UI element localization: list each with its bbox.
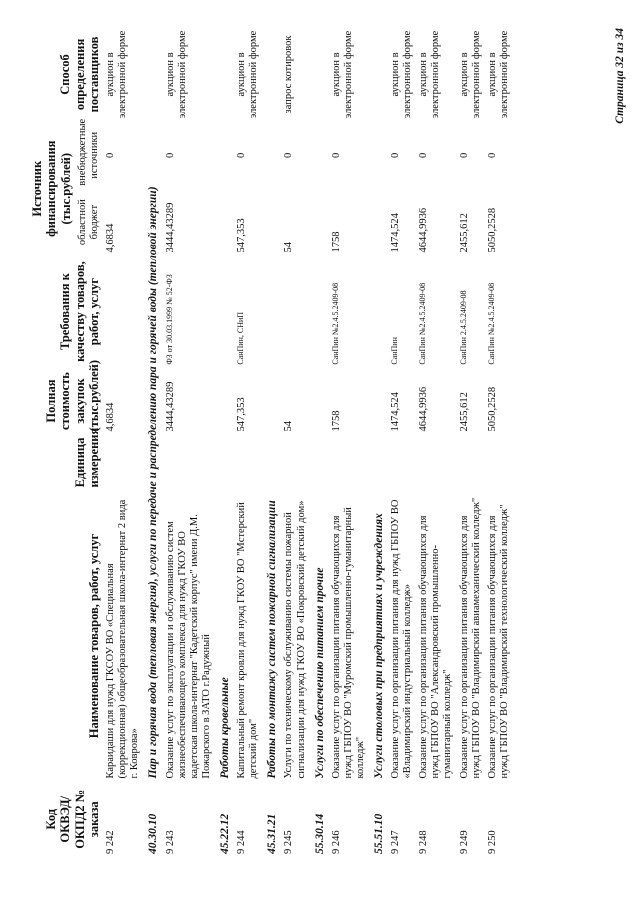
- extrabudget-sources: 0: [330, 152, 342, 158]
- header-name: Наименование товаров, работ, услуг: [86, 533, 101, 739]
- section-code: 45.22.12: [218, 813, 231, 854]
- total-cost: 3444,43289: [164, 381, 176, 432]
- unit-cell: [457, 434, 485, 490]
- unit-cell: [485, 434, 513, 490]
- item-name: Оказание услуг по организации питания обучающихся для нужд ГБПОУ ВО "Александровский промышленно-гуманитарный колледж": [418, 515, 454, 779]
- procurement-method: аукцион в электронной форме: [330, 30, 354, 119]
- total-cost: 547,353: [236, 397, 248, 432]
- item-name: Караидаши для нужд ГКСОУ ВО «Специальная (коррекционная) общеобразовательная школа-интернат 2 вида г. Коврова»: [105, 499, 141, 779]
- procurement-table: [28, 27, 513, 857]
- item-name: Услуги по техническому обслуживанию системы пожарной сигнализации для нужд ГКОУ ВО «Покровский детский дом»: [283, 500, 307, 779]
- section-title: Работы кровельные: [218, 677, 231, 779]
- quality-requirements: СанПин №2.4.5.2409-08: [418, 282, 428, 365]
- regional-budget: 4,6834: [105, 223, 117, 253]
- procurement-method: запрос котировок: [283, 35, 295, 114]
- section-title: Услуги столовых при предприятиях и учреждениях: [373, 513, 385, 779]
- total-cost: 54: [283, 420, 295, 432]
- total-cost: 5050,2528: [486, 386, 498, 432]
- regional-budget: 547,353: [236, 218, 248, 253]
- order-number: 9 248: [418, 830, 430, 854]
- unit-cell: [163, 434, 215, 490]
- order-number: 9 244: [236, 830, 248, 854]
- extrabudget-sources: 0: [486, 152, 498, 158]
- total-cost: 4644,9936: [418, 386, 430, 432]
- section-row: [215, 27, 234, 857]
- section-code: 40.30.10: [147, 813, 160, 854]
- table-row: [329, 27, 369, 857]
- order-number: 9 246: [330, 830, 342, 854]
- regional-budget: 4644,9936: [418, 207, 430, 253]
- header-code: Код ОКВЭД/ ОКПД2 № заказа: [43, 789, 101, 849]
- regional-budget: 1474,524: [390, 213, 402, 253]
- item-name: Оказание услуг по организации питания обучающихся для нужд ГБПОУ ВО "Муромский промышленно-гуманитарный колледж": [330, 507, 366, 779]
- header-requirements: Требования к качеству товаров, работ, услуг: [58, 261, 101, 362]
- procurement-method: аукцион в электронной форме: [236, 30, 260, 119]
- extrabudget-sources: 0: [164, 152, 176, 158]
- table-row: [457, 27, 485, 857]
- quality-requirements: СанПин №2.4.5.2409-08: [330, 282, 340, 365]
- total-cost: 4,6834: [105, 402, 117, 432]
- total-cost: 1474,524: [390, 392, 402, 432]
- section-row: [143, 27, 162, 857]
- procurement-method: аукцион в электронной форме: [105, 30, 129, 119]
- item-name: Капитальный ремонт кровли для нужд ГКОУ ВО "Мстерский детский дом": [236, 502, 260, 779]
- table-row: [163, 27, 215, 857]
- header-extrabudget: внебюджетные источники: [77, 118, 101, 186]
- quality-requirements: СанПин 2.4.5.2409-08: [458, 290, 468, 365]
- order-number: 9 249: [458, 830, 470, 854]
- procurement-method: аукцион в электронной форме: [486, 30, 510, 119]
- header-regional: областной бюджет: [77, 199, 101, 246]
- quality-requirements: СанПин №2.4.5.2409-08: [486, 282, 496, 365]
- procurement-method: аукцион в электронной форме: [418, 30, 442, 119]
- procurement-method: аукцион в электронной форме: [164, 30, 188, 119]
- regional-budget: 5050,2528: [486, 207, 498, 253]
- order-number: 9 247: [390, 830, 402, 854]
- unit-cell: [103, 434, 143, 490]
- unit-cell: [234, 434, 262, 490]
- table-row: [103, 27, 143, 857]
- quality-requirements: ФЗ от 30.03.1999 № 52-ФЗ: [164, 274, 174, 365]
- unit-cell: [416, 434, 456, 490]
- quality-requirements: СанПин: [390, 337, 400, 365]
- header-sources: Источник финансирования (тыс.рублей): [30, 140, 73, 237]
- quality-requirements: СанПин, СНиП: [236, 311, 246, 365]
- unit-cell: [329, 434, 369, 490]
- header-total: Полная стоимость закупок (тыс.рублей): [43, 359, 101, 432]
- section-code: 55.30.14: [313, 813, 326, 854]
- section-row: [369, 27, 388, 857]
- section-title: Пар и горячая вода (тепловая энергия), услуги по передаче и распределению пара и горячей воды (тепловой энергии): [147, 186, 160, 779]
- section-title: Работы по монтажу систем пожарной сигнализации: [266, 500, 279, 779]
- unit-cell: [388, 434, 416, 490]
- table-row: [281, 27, 309, 857]
- item-name: Оказание услуг по организации питания для нужд ГБПОУ ВО «Владимирский индустриальный колледж»: [390, 499, 414, 779]
- section-code: 55.51.10: [373, 813, 385, 854]
- section-row: [262, 27, 281, 857]
- total-cost: 2455,612: [458, 392, 470, 432]
- table-body: [103, 27, 513, 857]
- extrabudget-sources: 0: [418, 152, 430, 158]
- table-row: [416, 27, 456, 857]
- regional-budget: 2455,612: [458, 213, 470, 253]
- table-row: [388, 27, 416, 857]
- quality-requirements: [281, 256, 309, 368]
- extrabudget-sources: 0: [390, 152, 402, 158]
- extrabudget-sources: 0: [283, 152, 295, 158]
- extrabudget-sources: 0: [105, 152, 117, 158]
- order-number: 9 243: [164, 830, 176, 854]
- table-row: [485, 27, 513, 857]
- item-name: Оказание услуг по организации питания обучающихся для нужд ГБПОУ ВО "Владимирский технологический колледж": [486, 504, 510, 779]
- order-number: 9 245: [283, 830, 295, 854]
- quality-requirements: [103, 256, 143, 368]
- unit-cell: [281, 434, 309, 490]
- header-method: Способ определения поставщиков: [58, 36, 101, 113]
- table-row: [234, 27, 262, 857]
- section-title: Услуги по обеспечению питанием прочие: [313, 567, 326, 779]
- order-number: 9 250: [486, 830, 498, 854]
- order-number: 9 242: [105, 830, 117, 854]
- section-row: [310, 27, 329, 857]
- item-name: Оказание услуг по организации питания обучающихся для нужд ГБПОУ ВО "Владимирский авиамеханический колледж": [458, 497, 482, 779]
- extrabudget-sources: 0: [458, 152, 470, 158]
- regional-budget: 3444,43289: [164, 202, 176, 253]
- extrabudget-sources: 0: [236, 152, 248, 158]
- procurement-method: аукцион в электронной форме: [458, 30, 482, 119]
- page-number: Страница 32 из 34: [614, 28, 626, 124]
- total-cost: 1758: [330, 410, 342, 432]
- item-name: Оказание услуг по эксплуатации и обслуживанию систем жизнеобеспечивающего комплекса для нужд ГКОУ ВО кадетская школа-интернат "Кадетский корпус" имени Д.М. Пожарского в ЗАТО г.Радужный: [164, 514, 212, 779]
- regional-budget: 1758: [330, 231, 342, 253]
- procurement-method: аукцион в электронной форме: [390, 30, 414, 119]
- section-code: 45.31.21: [266, 813, 279, 854]
- header-unit: Единица измерения: [72, 427, 101, 488]
- regional-budget: 54: [283, 242, 295, 253]
